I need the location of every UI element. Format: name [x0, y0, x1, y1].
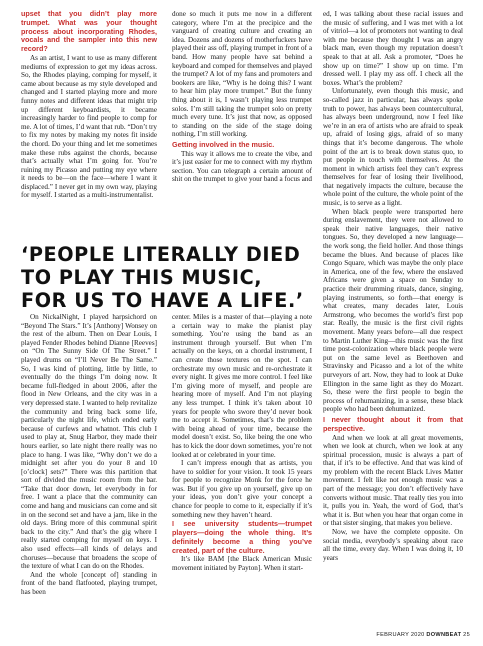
answer-paragraph: It’s like BAM [the Black American Music movement initiated by Payton]. When it start-: [172, 555, 312, 573]
page-footer: [345, 632, 470, 638]
answer-paragraph: When black people were transported here during enslavement, they were not allowed to speak their native languages, their native tongues. So, they developed a new language—the work song, the field holler. And those things became the blues. And because of places like Congo Square, which was maybe the only place in America, one of the few, where the enslaved Africans were given a space on Sunday to practice their drumming rituals, dance, singing, playing instruments, so forth—that energy is what creates, many decades later, Louis Armstrong, who becomes the world’s first pop star. Really, the music is the first civil rights movement. Many years before—all due respect to Martin Luther King—this music was the first time post-colonization where black people were put on the same level as Beethoven and Stravinsky and Picasso and a lot of the white purveyors of art. Now, they had to look at Duke Ellington in the same light as they do Mozart. So, these were the first people to begin the process of rehumanizing, in a sense, these black people who had been dehumanized.: [323, 207, 463, 414]
page-number: 25: [463, 632, 470, 638]
answer-paragraph: ed, I was talking about these racial issues and the music of suffering, and I was met with a lot of vitriol—a lot of promoters not wanting to deal with me because they thought I was an angry black man, even though my reputation doesn’t speak to that at all. Ask a promoter, “Does he show up on time?” I show up on time. I’m dressed well. I play my ass off. I check all the boxes. What’s the problem?: [323, 10, 464, 87]
interview-question: Getting involved in the music.: [172, 139, 275, 149]
answer-paragraph: I can’t impress enough that as artists, you have to soldier for your vision. It took 15 years for people to recognize Monk for the force he was. But if you give up on yourself, give up on your ideas, you don’t give your concept a chance for people to come to it, especially if it’s something new they haven’t heard.: [172, 459, 312, 519]
answer-paragraph: And when we look at all great movements, when we look at church, when we look at any spiritual procession, music is always a part of that, if it’s to be effective. And that was kind of my problem with the recent Black Lives Matter movement. I felt like not enough music was a part of the message; you don’t effectively have converts without music. That really ties you into it, pulls you in. Yeah, the word of God, that’s what it is. But when you hear that organ come in or that sister singing, that makes you believe.: [323, 433, 463, 528]
answer-paragraph: done so much it puts me now in a different category, where I’m at the precipice and the vanguard of creating culture and creating an idea. Dozens and dozens of motherfuckers have played their ass off, playing trumpet in front of a band. How many people have sat behind a keyboard and comped for themselves and played the trumpet? A lot of my fans and promoters and bookers are like, “Why is he doing this? I want to hear him play more trumpet.” But the funny thing about it is, I wasn’t playing less trumpet solos. I’m still taking the trumpet solo on pretty much every tune. It’s just that now, as opposed to standing on the side of the stage doing nothing, I’m still working.: [172, 10, 312, 139]
answer-paragraph: center. Miles is a master of that—playing a note a certain way to make the pianist play something. You’re using the band as an instrument through yourself. But when I’m actually on the keys, on a chordal instrument, I can create those textures on the spot. I can orchestrate my own music and re-orchestrate it every night. It gives me more control. I feel like I’m giving more of myself, and people are hearing more of myself. And I’m not playing any less trumpet. I think it’s taken about 10 years for people who swore they’d never book me to accept it. Sometimes, that’s the problem with being ahead of your time, because the model doesn’t exist. So, like being the one who has to kick the door down sometimes, you’re not looked at or celebrated in your time.: [172, 313, 312, 459]
column-left-bottom: [21, 313, 157, 597]
answer-paragraph: On NickałNight, I played harpsichord on “Beyond The Stars.” It’s [Anthony] Wonsey on the rest of the album. Then on Dear Louis, I played Fender Rhodes behind Dianne [Reeves] on “On The Sunny Side Of The Street.” I played drums on “I’ll Never Be The Same.” So, I was kind of plotting, little by little, to eventually do the things I’m doing now. It became full-fledged in about 2006, after the flood in New Orleans, and the city was in a very depressed state. I wanted to help revitalize the community and bring back some life, particularly the night life, which ended early because of curfews and whatnot. This club I used to play at, Snug Harbor, they made their hours earlier, so late night there really was no place to hang. I was like, “Why don’t we do a midnight set after you do your 8 and 10 [o’clock] sets?” There was this partition that sort of divided the music room from the bar. “Take that door down, let everybody in for free. I want a place that the community can come and hang and musicians can come and sit in on the second set and have a jam, like in the old days. Bring more of this communal spirit back to the city.” And that’s the gig where I really started comping for myself on keys. I also used effects—all kinds of delays and choruses—because that broadens the scope of the texture of what I can do on the Rhodes.: [21, 313, 157, 571]
magazine-name: DOWNBEAT: [426, 632, 462, 638]
issue-date: FEBRUARY 2020: [376, 632, 425, 638]
column-middle-bottom: [172, 313, 312, 573]
pull-quote: ‘PEOPLE LITERALLY DIED TO PLAY THIS MUSIC, FOR US TO HAVE A LIFE.’: [21, 243, 304, 312]
interview-question: upset that you didn’t play more trumpet. What was your thought process about incorporating Rhodes, vocals and the sampler into this new record?: [21, 9, 157, 54]
answer-paragraph: As an artist, I want to use as many different mediums of expression to get my ideas across. So, the Rhodes playing, comping for myself, it came about because as my style developed and changed and I started playing more and more funny notes and different ideas that might trip up different keyboardists, it became increasingly harder to find people to comp for me. A lot of times, I’d want that rub. “Don’t try to fix my notes by making my notes fit inside the chord. Do your thing and let me sometimes make these rubs against the chords, because that’s actually what I’m going for. You’re ruining my Picasso and putting my eye where it needs to be—on the face—where I want it displaced.” I never get in my own way, playing for myself. I started as a multi-instrumentalist.: [21, 53, 157, 200]
answer-paragraph: This way it allows me to create the vibe, and it’s just easier for me to connect with my rhythm section. You can telegraph a certain amount of shit on the trumpet to give your band a focus and: [172, 149, 313, 184]
interview-question: I never thought about it from that perspective.: [323, 414, 463, 433]
answer-paragraph: Now, we have the complete opposite. On social media, everybody’s speaking about race all the time, every day. When I was doing it, 10 years: [323, 528, 463, 562]
answer-paragraph: And the whole [concept of] standing in front of the band flatfooted, playing trumpet, has been: [21, 570, 157, 596]
column-left-top: [21, 10, 157, 200]
interview-question: I see university students—trumpet players—doing the whole thing. It’s definitely become a thing you’ve created, part of the culture.: [172, 519, 312, 555]
column-right: [323, 10, 463, 562]
column-middle-top: [172, 10, 312, 184]
answer-paragraph: Unfortunately, even though this music, and so-called jazz in particular, has always spoke truth to power, has always been countercultural, has always been underground, now I feel like we’re in an era of artists who are afraid to speak up, afraid of losing gigs, afraid of so many things that it’s become dangerous. The whole point of the art is to break down status quo, to put people in touch with themselves. At the moment in which artists feel they can’t express themselves for fear of losing their livelihood, that negatively impacts the culture, because the whole point of the culture, the whole point of the music, is to serve as a light.: [323, 87, 464, 208]
